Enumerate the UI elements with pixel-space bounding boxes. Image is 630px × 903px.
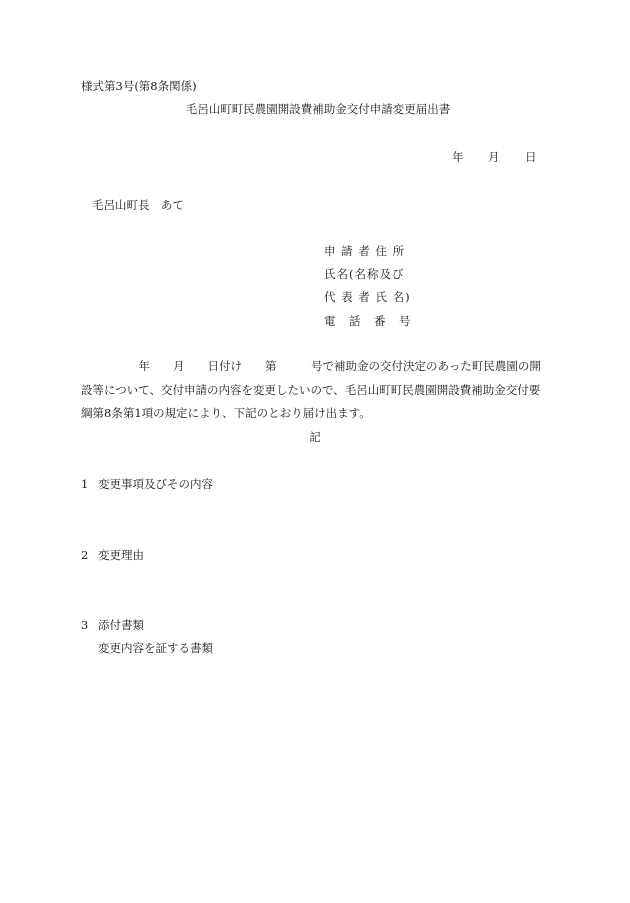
body-text-line: 設等について、交付申請の内容を変更したいので、毛呂山町町民農園開設費補助金交付要 xyxy=(81,383,541,397)
item-number: 1 xyxy=(81,477,89,491)
date-day-label: 日 xyxy=(525,150,537,164)
ki-heading: 記 xyxy=(309,430,321,444)
date-month-label: 月 xyxy=(488,150,500,164)
attachment-detail: 変更内容を証する書類 xyxy=(98,641,213,655)
item-number: 3 xyxy=(81,618,89,632)
form-number: 様式第3号(第8条関係) xyxy=(81,79,197,93)
body-text-line: 年 月 日付け 第 号で補助金の交付決定のあった町民農園の開 xyxy=(81,359,541,373)
applicant-name-label: 氏名(名称及び xyxy=(324,267,405,281)
representative-name-label: 代 表 者 氏 名) xyxy=(324,290,411,304)
item-label: 変更事項及びその内容 xyxy=(98,477,213,491)
item-change-reason xyxy=(81,550,144,562)
document-title: 毛呂山町町民農園開設費補助金交付申請変更届出書 xyxy=(185,102,451,116)
item-change-details xyxy=(81,479,213,491)
applicant-address-label: 申 請 者 住 所 xyxy=(324,244,406,258)
item-number: 2 xyxy=(81,548,89,562)
body-text-line: 綱第8条第1項の規定により、下記のとおり届け出ます。 xyxy=(81,406,371,420)
item-attachments xyxy=(81,620,144,632)
item-label: 添付書類 xyxy=(98,618,144,632)
addressee: 毛呂山町長 あて xyxy=(92,198,184,212)
phone-number-label: 電 話 番 号 xyxy=(324,314,412,328)
date-year-label: 年 xyxy=(452,150,464,164)
item-label: 変更理由 xyxy=(98,548,144,562)
